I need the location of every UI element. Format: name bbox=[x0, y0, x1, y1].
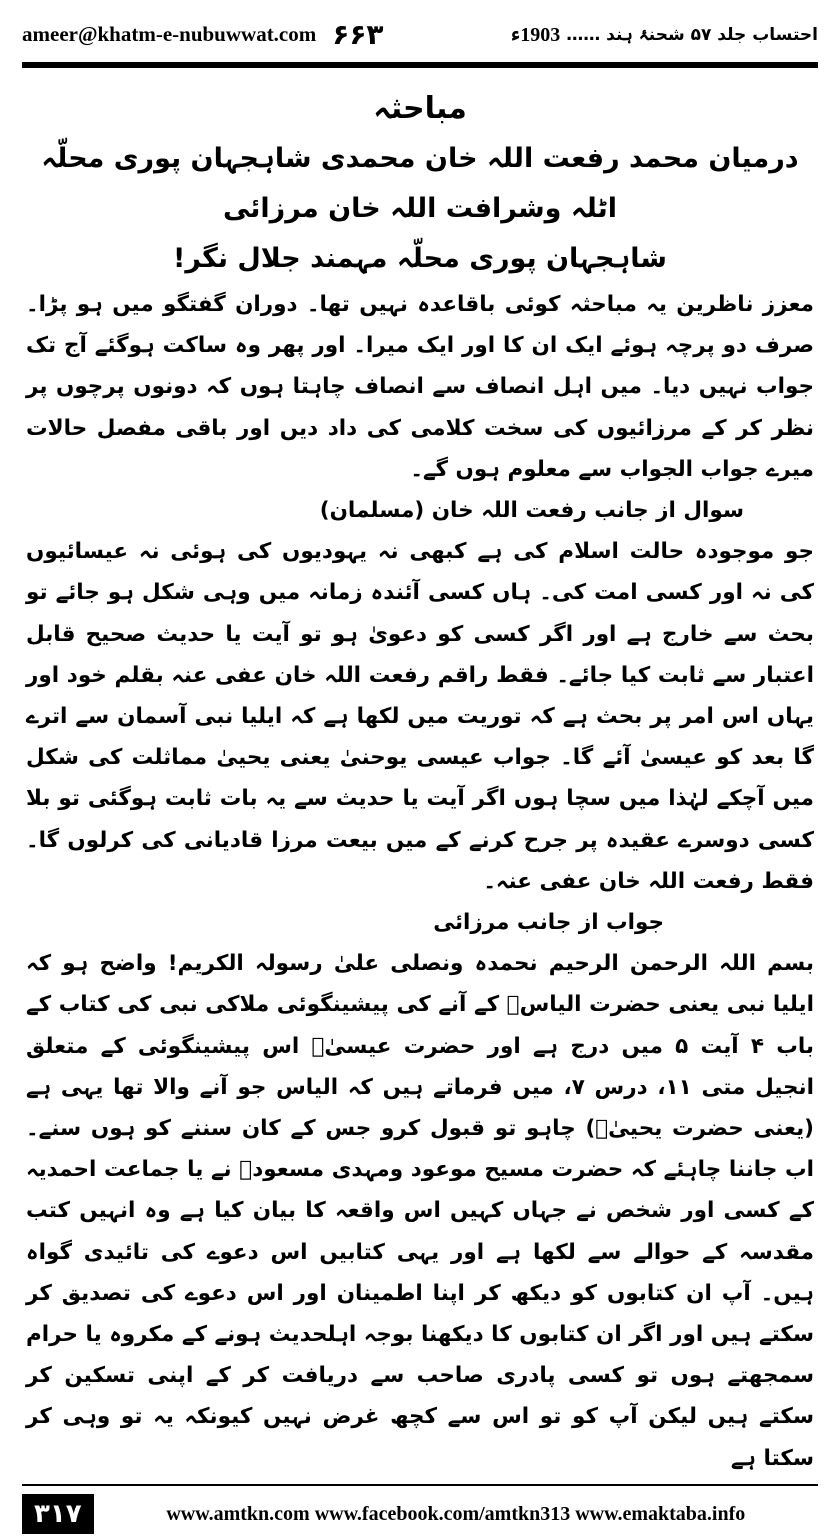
subtitle-line: شاہجہان پوری محلّہ مہمند جلال نگر! bbox=[173, 243, 667, 274]
header-rule bbox=[22, 62, 818, 68]
page-title: مباحثہ bbox=[373, 91, 467, 126]
header-email: ameer@khatm-e-nubuwwat.com bbox=[22, 21, 317, 46]
question-paragraph: جو موجودہ حالت اسلام کی ہے کبھی نہ یہودیوں کی ہوئی نہ عیسائیوں کی نہ اور کسی امت کی۔ ہاں کسی آئندہ زمانہ میں وہی شکل ہو جائے تو بحث سے خارج ہے اور اگر کسی کو دعویٰ ہو تو آیت یا حدیث صحیح قابل اعتبار سے ثابت کیا جائے۔ فقط راقم رفعت اللہ خان عفی عنہ بقلم خود اور یہاں اس امر پر بحث ہے کہ توریت میں لکھا ہے کہ ایلیا نبی آسمان سے اترے گا بعد کو عیسیٰ آئے گا۔ جواب عیسی یوحنیٰ یعنی یحییٰ مماثلت کی شکل میں آچکے لہٰذا میں سچا ہوں اگر آیت یا حدیث سے یہ بات ثابت ہوگئی تو بلا کسی دوسرے عقیدہ پر جرح کرنے کے میں بیعت مرزا قادیانی کی کرلوں گا۔ فقط رفعت اللہ خان عفی عنہ۔ bbox=[26, 539, 814, 894]
subtitle-line: درمیان محمد رفعت اللہ خان محمدی شاہجہان پوری محلّہ اٹلہ وشرافت اللہ خان مرزائی bbox=[41, 143, 799, 224]
answer-heading: جواب از جانب مرزائی bbox=[433, 910, 664, 936]
footer-rule bbox=[22, 1484, 818, 1486]
footer-page-number: ۳۱۷ bbox=[22, 1494, 94, 1534]
page-body bbox=[26, 84, 814, 1479]
header-year: 1903ء bbox=[510, 23, 561, 46]
header-volume-info: احتساب جلد ۵۷ شحنۂ ہند …… bbox=[566, 24, 818, 45]
header-left bbox=[22, 18, 384, 51]
page-footer bbox=[22, 1494, 818, 1534]
page-header bbox=[22, 12, 818, 56]
intro-paragraph: معزز ناظرین یہ مباحثہ کوئی باقاعدہ نہیں تھا۔ دوران گفتگو میں ہو پڑا۔ صرف دو پرچہ ہوئے ایک ان کا اور ایک میرا۔ اور پھر وہ ساکت ہوگئے آج تک جواب نہیں دیا۔ میں اہل انصاف سے انصاف چاہتا ہوں کہ دونوں پرچوں پر نظر کر کے مرزائیوں کی سخت کلامی کی داد دیں اور باقی مفصل حالات میرے جواب الجواب سے معلوم ہوں گے۔ bbox=[26, 292, 814, 482]
question-heading: سوال از جانب رفعت اللہ خان (مسلمان) bbox=[319, 498, 744, 524]
header-page-number: ۶۶۳ bbox=[332, 17, 384, 51]
header-volume-info-group bbox=[511, 22, 818, 47]
footer-links: www.amtkn.com www.facebook.com/amtkn313 www.emaktaba.info bbox=[166, 1502, 746, 1525]
answer-paragraph: بسم اللہ الرحمن الرحیم نحمدہ ونصلی علیٰ رسولہ الکریم! واضح ہو کہ ایلیا نبی یعنی حضرت الیاسؑ کے آنے کی پیشینگوئی ملاکی نبی کی کتاب کے باب ۴ آیت ۵ میں درج ہے اور حضرت عیسیٰؑ اس پیشینگوئی کے متعلق انجیل متی ۱۱، درس ۷، میں فرماتے ہیں کہ الیاس جو آنے والا تھا یہی ہے (یعنی حضرت یحییٰؑ) چاہو تو قبول کرو جس کے کان سننے کو ہوں سنے۔ اب جاننا چاہئے کہ حضرت مسیح موعود ومہدی مسعودؑ نے یا جماعت احمدیہ کے کسی اور شخص نے جہاں کہیں اس واقعہ کا بیان کیا ہے وہ انہیں کتب مقدسہ کے حوالے سے لکھا ہے اور یہی کتابیں اس دعوے کی تائیدی گواہ ہیں۔ آپ ان کتابوں کو دیکھ کر اپنا اطمینان اور اس دعوے کی تصدیق کر سکتے ہیں اور اگر ان کتابوں کا دیکھنا بوجہ اہلحدیث ہونے کے مکروہ یا حرام سمجھتے ہوں تو کسی پادری صاحب سے دریافت کر کے اپنی تسکین کر سکتے ہیں لیکن آپ کو تو اس سے کچھ غرض نہیں کیونکہ یہ تو وہی کر سکتا ہے bbox=[26, 951, 814, 1471]
